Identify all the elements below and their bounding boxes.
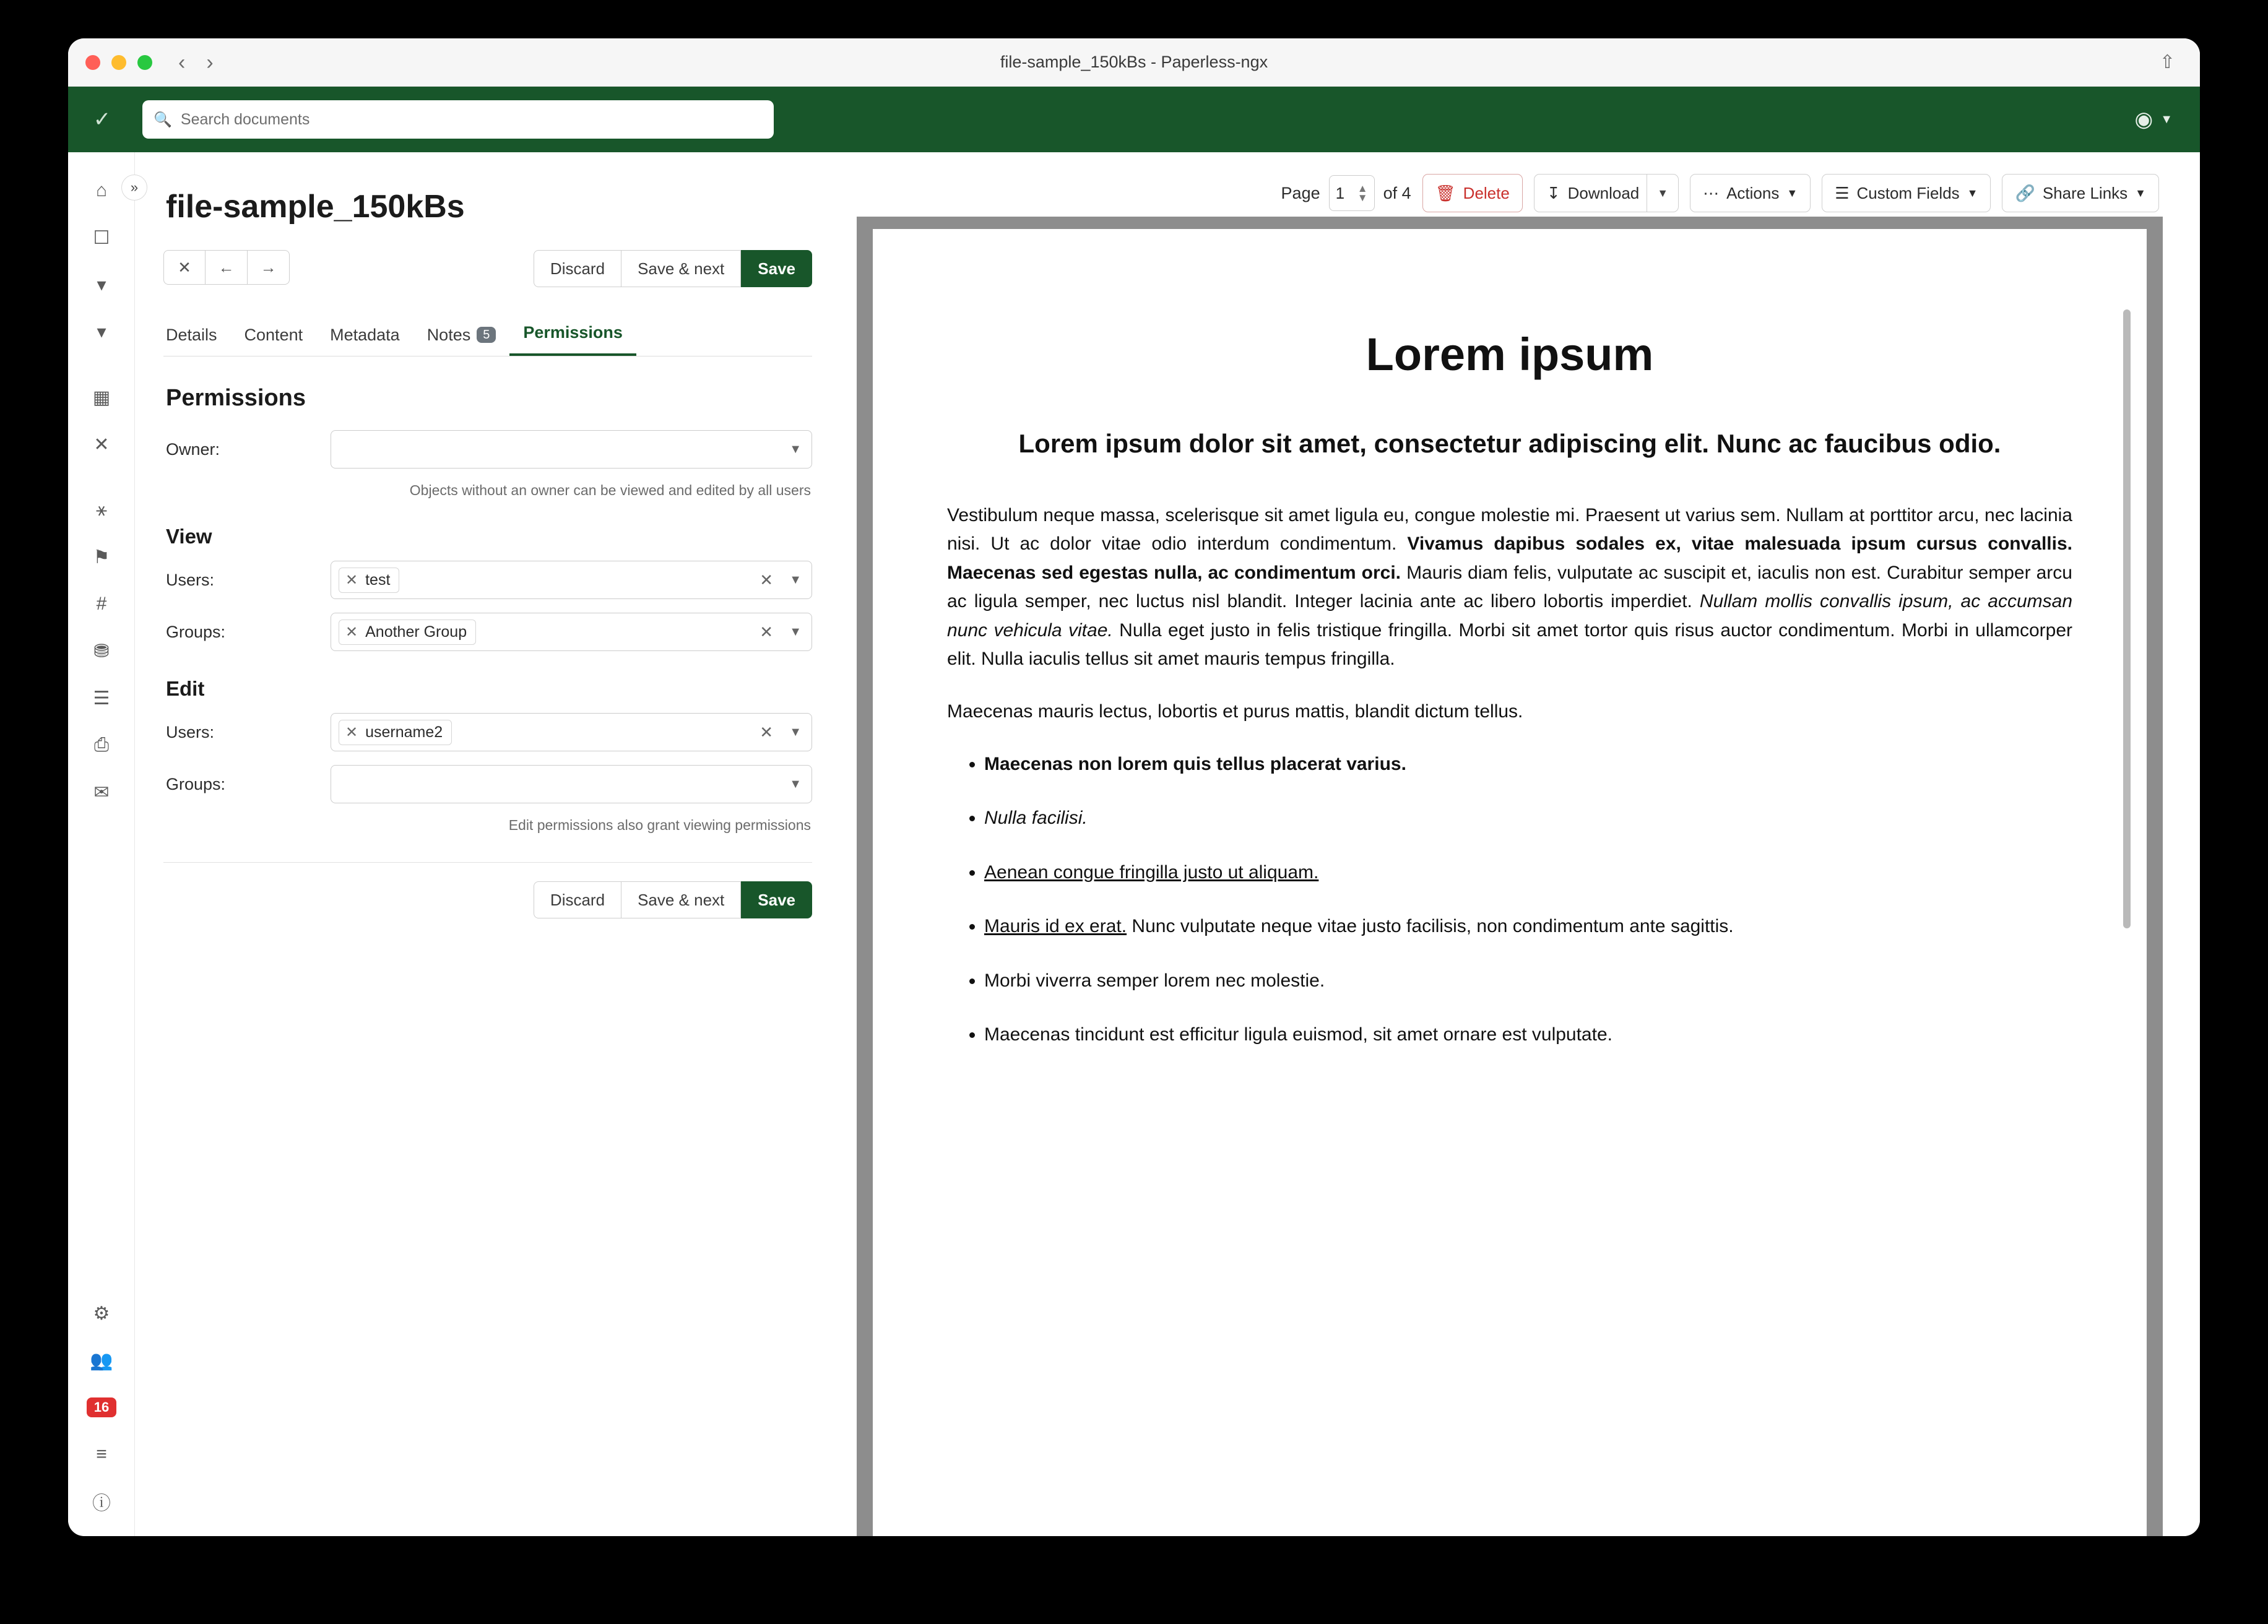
search-placeholder: Search documents	[180, 110, 310, 128]
saved-view-filter-icon-2[interactable]: ▾	[97, 321, 106, 342]
preview-p1-e: Nulla eget justo in felis tristique fringilla. Morbi sit amet tortor quis risus auctor condimentum. Morbi in ullamcorper elit. Nulla iaculis tellus sit amet mauris tempus fringilla.	[947, 620, 2073, 670]
search-input[interactable]	[142, 100, 774, 139]
owner-label: Owner:	[166, 439, 220, 459]
preview-bullet-list	[947, 751, 2072, 1048]
view-users-label: Users:	[166, 570, 215, 589]
tab-notes-label: Notes	[426, 326, 471, 344]
settings-gear-icon[interactable]: ⚙	[93, 1303, 110, 1324]
pdf-viewer[interactable]	[857, 217, 2163, 1536]
preview-scrollbar[interactable]	[2123, 309, 2131, 928]
chevron-down-icon: ▼	[789, 442, 802, 456]
share-links-button[interactable]	[2002, 174, 2159, 212]
edit-groups-row	[163, 765, 812, 803]
mail-icon[interactable]: ✉	[93, 782, 110, 803]
window-titlebar	[68, 38, 2200, 87]
preview-li-3: Aenean congue fringilla justo ut aliquam.	[984, 862, 1319, 883]
remove-chip-icon[interactable]: ✕	[345, 571, 358, 589]
save-button[interactable]: Save	[741, 250, 812, 287]
custom-fields-icon: ☰	[1835, 183, 1850, 202]
search-icon: 🔍	[154, 111, 172, 128]
tab-details[interactable]: Details	[166, 326, 217, 344]
chip-label: username2	[365, 723, 443, 741]
owner-select[interactable]	[331, 430, 812, 469]
list-item	[984, 751, 2072, 778]
chevron-down-icon: ▼	[789, 725, 802, 739]
actions-button[interactable]	[1690, 174, 1811, 212]
preview-toolbar	[857, 170, 2163, 217]
save-bar-bottom	[163, 881, 812, 918]
back-arrow-icon[interactable]: ‹	[178, 50, 186, 74]
app-header	[68, 87, 2200, 152]
sidebar-expand-handle[interactable]: »	[121, 175, 147, 201]
edit-groups-label: Groups:	[166, 774, 226, 793]
delete-button[interactable]	[1422, 174, 1523, 212]
tab-metadata[interactable]: Metadata	[330, 326, 400, 344]
forward-arrow-icon[interactable]: ›	[206, 50, 214, 74]
edit-users-label: Users:	[166, 722, 215, 741]
preview-p1-c: Mauris diam felis, vulputate ac suscipit et, iaculis non est. Curabitur semper arcu ac ligula semper, nec luctus nisl blandit. Integer lacinia ante ac libero lobortis imperdiet.	[947, 562, 2072, 612]
notifications-badge[interactable]	[68, 1384, 135, 1431]
account-menu[interactable]	[2135, 107, 2173, 132]
custom-fields-label: Custom Fields	[1856, 183, 1960, 202]
trash-icon: 🗑	[1435, 183, 1456, 202]
document-edit-panel	[135, 152, 841, 1536]
saved-view-filter-icon-1[interactable]: ▾	[97, 274, 106, 295]
share-links-label: Share Links	[2042, 183, 2128, 202]
preview-li-4-rest: Nunc vulputate neque vitae justo facilisis, non condimentum ante sagittis.	[1127, 916, 1734, 937]
page-navigator	[1281, 175, 1411, 211]
preview-li-6: Maecenas tincidunt est efficitur ligula euismod, sit amet ornare est vulputate.	[984, 1024, 1612, 1045]
list-item	[984, 967, 2072, 995]
sidebar-bottom-items	[68, 1290, 135, 1525]
view-heading: View	[166, 525, 212, 548]
preview-li-4-underlined: Mauris id ex erat.	[984, 916, 1127, 937]
clear-all-icon[interactable]: ✕	[760, 570, 773, 589]
preview-li-5: Morbi viverra semper lorem nec molestie.	[984, 970, 1325, 991]
document-tabs	[163, 316, 812, 356]
tab-permissions[interactable]: Permissions	[509, 316, 636, 356]
view-users-select[interactable]	[331, 561, 812, 599]
clear-all-icon[interactable]: ✕	[760, 722, 773, 741]
app-window	[68, 38, 2200, 1536]
download-options-caret[interactable]: ▼	[1647, 175, 1678, 212]
save-button-bottom[interactable]: Save	[741, 881, 812, 918]
edit-help-text: Edit permissions also grant viewing permissions	[508, 817, 811, 833]
notifications-count: 16	[87, 1397, 116, 1417]
notes-count-badge: 5	[477, 327, 496, 343]
app-body	[68, 152, 2200, 1536]
correspondents-icon[interactable]: ⚹	[96, 499, 107, 520]
preview-paragraph-1	[947, 501, 2072, 674]
list-item	[984, 1021, 2072, 1048]
edit-users-chip[interactable]	[339, 720, 452, 745]
page-number-value: 1	[1335, 183, 1345, 202]
remove-chip-icon[interactable]: ✕	[345, 723, 358, 741]
preview-heading-1: Lorem ipsum	[1366, 329, 1654, 380]
view-groups-row	[163, 613, 812, 651]
paperless-logo-icon[interactable]: ✓	[93, 108, 111, 131]
remove-chip-icon[interactable]: ✕	[345, 623, 358, 641]
document-preview-panel	[841, 152, 2200, 1536]
chevron-down-icon: ▼	[2135, 186, 2146, 199]
pdf-page	[873, 229, 2147, 1536]
edit-heading: Edit	[166, 677, 205, 700]
close-all-documents-icon[interactable]: ✕	[93, 434, 110, 455]
chevron-down-icon: ▼	[2160, 112, 2173, 126]
preview-p1-d: Nullam mollis convallis ipsum, ac accumsan nunc vehicula vitae.	[947, 591, 2072, 641]
discard-button-bottom[interactable]: Discard	[534, 881, 621, 918]
list-item	[984, 913, 2072, 940]
page-label: Page	[1281, 183, 1320, 202]
close-document-button[interactable]: ✕	[163, 250, 206, 285]
save-and-next-button[interactable]: Save & next	[621, 250, 741, 287]
download-icon: ↧	[1546, 183, 1560, 202]
page-number-input[interactable]	[1329, 175, 1375, 211]
list-item	[984, 805, 2072, 832]
clear-all-icon[interactable]: ✕	[760, 622, 773, 641]
view-groups-chip[interactable]	[339, 620, 476, 645]
previous-document-button[interactable]: ←	[206, 250, 248, 285]
preview-li-2: Nulla facilisi.	[984, 808, 1088, 829]
preview-p1-a: Vestibulum neque massa, scelerisque sit amet ligula eu, congue molestie mi. Praesent ut varius sem. Nullam at porttitor arcu, nec lacinia nisi. Ut ac dolor vitae odio interdum condimentum.	[947, 504, 2072, 555]
page-title: file-sample_150kBs	[166, 189, 465, 225]
owner-help-text: Objects without an owner can be viewed and edited by all users	[409, 482, 811, 498]
preview-heading-2: Lorem ipsum dolor sit amet, consectetur adipiscing elit. Nunc ac faucibus odio.	[1018, 429, 2001, 458]
logs-icon[interactable]: ≡	[96, 1444, 107, 1464]
tags-icon[interactable]: ⚑	[93, 546, 110, 568]
preview-p1-b: Vivamus dapibus sodales ex, vitae malesuada ipsum cursus convallis. Maecenas sed egestas nulla, ac condimentum orci.	[947, 533, 2072, 583]
chevron-down-icon: ▼	[789, 572, 802, 587]
save-and-next-button-bottom[interactable]: Save & next	[621, 881, 741, 918]
preview-li-1: Maecenas non lorem quis tellus placerat varius.	[984, 753, 1406, 774]
edit-users-select[interactable]	[331, 713, 812, 751]
page-total-label: of 4	[1383, 183, 1411, 202]
stepper-icon[interactable]: ▲ ▼	[1357, 182, 1368, 204]
document-types-icon[interactable]: #	[96, 594, 107, 614]
chevron-down-icon: ▼	[1786, 186, 1798, 199]
help-icon[interactable]: ⓘ	[92, 1493, 111, 1514]
edit-users-row	[163, 713, 812, 751]
file-tasks-icon[interactable]: ⎙	[94, 735, 109, 755]
panel-divider	[163, 862, 812, 863]
chip-label: test	[365, 571, 391, 589]
sidebar-top-items	[68, 152, 134, 816]
download-label: Download	[1567, 183, 1640, 202]
delete-label: Delete	[1463, 183, 1510, 202]
chevron-down-icon: ▼	[789, 624, 802, 639]
preview-paragraph-2: Maecenas mauris lectus, lobortis et purus mattis, blandit dictum tellus.	[947, 701, 1523, 722]
list-item	[984, 859, 2072, 886]
users-groups-icon[interactable]: 👥	[90, 1350, 113, 1371]
ellipsis-icon: ⋯	[1703, 183, 1720, 202]
share-icon[interactable]: ⇧	[2159, 52, 2175, 72]
link-icon: 🔗	[2015, 183, 2035, 202]
documents-icon[interactable]: ☐	[93, 227, 110, 248]
view-groups-select[interactable]	[331, 613, 812, 651]
custom-fields-button[interactable]	[1822, 174, 1991, 212]
edit-groups-select[interactable]	[331, 765, 812, 803]
sidebar-rail	[68, 152, 139, 1536]
permissions-heading: Permissions	[166, 385, 306, 411]
open-document-icon[interactable]: ▦	[92, 387, 111, 408]
next-document-button[interactable]: →	[248, 250, 290, 285]
discard-button[interactable]: Discard	[534, 250, 621, 287]
view-groups-label: Groups:	[166, 622, 226, 641]
download-button[interactable]	[1534, 174, 1679, 212]
storage-paths-icon[interactable]: ⛃	[93, 641, 110, 662]
view-users-chip[interactable]	[339, 568, 399, 593]
chip-label: Another Group	[365, 623, 467, 641]
actions-label: Actions	[1726, 183, 1780, 202]
tab-content[interactable]: Content	[244, 326, 303, 344]
owner-field-row	[163, 430, 812, 469]
window-title: file-sample_150kBs - Paperless-ngx	[1000, 53, 1268, 71]
chevron-down-icon: ▼	[1967, 186, 1978, 199]
account-circle-icon: ◉	[2134, 108, 2153, 131]
chevron-down-icon: ▼	[789, 777, 802, 791]
custom-fields-icon[interactable]: ☰	[93, 688, 110, 709]
dashboard-icon[interactable]: ⌂	[95, 180, 108, 201]
view-users-row	[163, 561, 812, 599]
tab-notes[interactable]	[413, 318, 510, 356]
